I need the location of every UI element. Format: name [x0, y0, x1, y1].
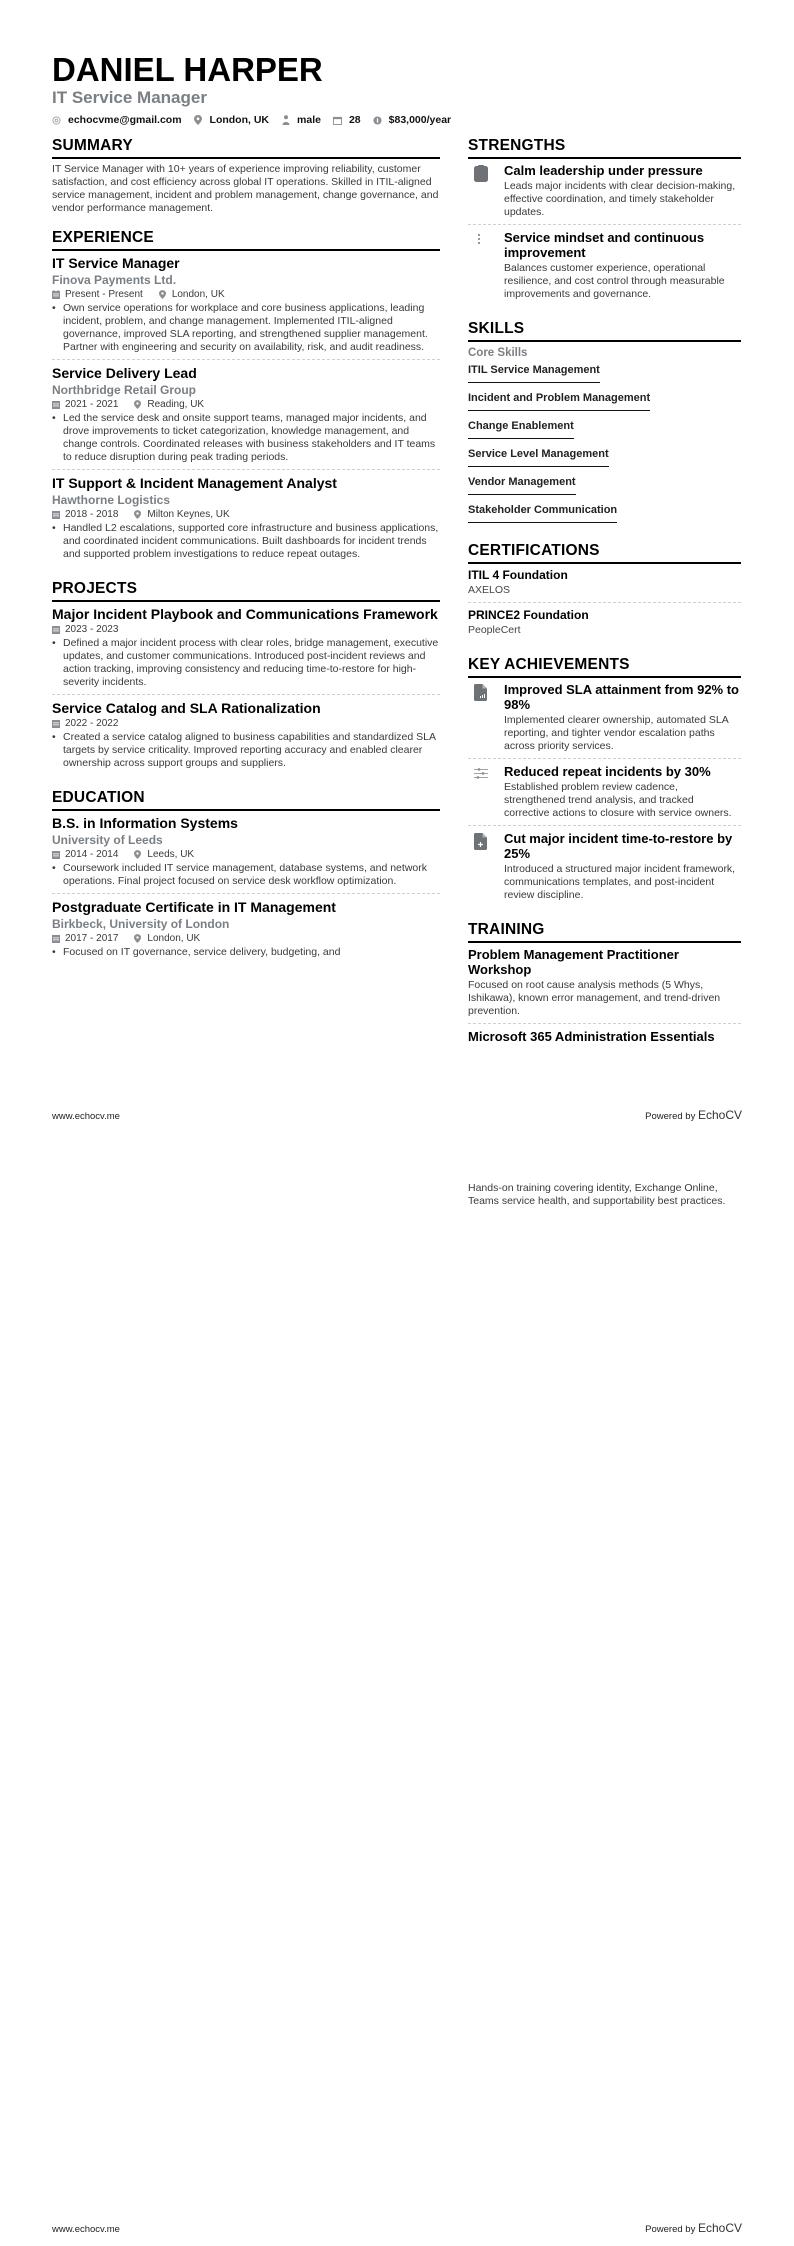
section-title: PROJECTS	[52, 580, 440, 602]
map-pin-icon	[134, 850, 142, 859]
footer-powered-by: Powered by EchoCV	[645, 2221, 742, 2235]
company-name: Northbridge Retail Group	[52, 383, 196, 397]
strength-title: Calm leadership under pressure	[504, 163, 703, 178]
project-meta	[52, 717, 440, 730]
strength-item	[468, 230, 741, 306]
degree-title: B.S. in Information Systems	[52, 815, 238, 831]
education-section	[52, 789, 440, 964]
company-name: Hawthorne Logistics	[52, 493, 171, 507]
training-title: Microsoft 365 Administration Essentials	[468, 1029, 715, 1044]
candidate-name: DANIEL HARPER	[52, 51, 323, 88]
calendar-icon	[52, 510, 60, 519]
experience-section	[52, 229, 440, 566]
skill-item: Stakeholder Communication	[468, 503, 617, 523]
contact-location	[194, 114, 269, 126]
achievement-item	[468, 682, 741, 759]
person-icon	[281, 116, 290, 125]
education-meta	[52, 848, 440, 861]
contact-email[interactable]	[52, 114, 182, 126]
skills-category: Core Skills	[468, 347, 528, 359]
experience-item	[52, 475, 440, 566]
footer-brand[interactable]: EchoCV	[697, 1108, 742, 1122]
training-item	[468, 947, 741, 1024]
certification-org: PeopleCert	[468, 624, 521, 636]
bullet-item: • Own service operations for workplace and core business applications, leading incident, problem, and change management. Implemented ITIL-aligned governance, improved SLA reporting, and strengthened supplier management. Partner with engineering and security on availability, risk, and audit readiness.	[52, 302, 440, 354]
project-item	[52, 606, 440, 695]
certification-name: PRINCE2 Foundation	[468, 608, 589, 622]
certifications-section	[468, 542, 741, 642]
company-name: Finova Payments Ltd.	[52, 273, 177, 287]
certification-name: ITIL 4 Foundation	[468, 568, 568, 582]
footer-website-link[interactable]: www.echocv.me	[52, 1111, 120, 1122]
project-meta	[52, 623, 440, 636]
school-name: University of Leeds	[52, 833, 163, 847]
training-overflow	[468, 1180, 741, 1208]
job-title: Service Delivery Lead	[52, 365, 197, 381]
achievements-section	[468, 656, 741, 907]
strengths-section	[468, 137, 741, 306]
achievement-title: Cut major incident time-to-restore by 25%	[504, 831, 733, 861]
experience-item	[52, 255, 440, 360]
education-location-text: Leeds, UK	[147, 849, 195, 860]
map-pin-icon	[134, 510, 142, 519]
achievement-desc: Established problem review cadence, strengthened trend analysis, and tracked corrective actions to closure with service owners.	[504, 781, 732, 819]
map-pin-icon	[194, 116, 203, 125]
calendar-icon	[52, 625, 60, 634]
map-pin-icon	[134, 400, 142, 409]
certification-org: AXELOS	[468, 584, 511, 596]
contact-age	[333, 114, 361, 126]
project-item	[52, 700, 440, 775]
education-location-text: London, UK	[147, 933, 201, 944]
education-item	[52, 815, 440, 894]
bullet-item: • Focused on IT governance, service delivery, budgeting, and	[52, 946, 440, 959]
certification-item	[468, 568, 741, 603]
job-meta	[52, 398, 440, 411]
training-item	[468, 1029, 741, 1049]
file-plus-icon	[468, 831, 504, 902]
right-column	[468, 137, 741, 1063]
education-location	[134, 848, 194, 861]
footer-website-link[interactable]: www.echocv.me	[52, 2224, 120, 2235]
salary-text: $83,000/year	[388, 114, 452, 126]
at-icon	[52, 116, 61, 125]
project-title: Major Incident Playbook and Communications Framework	[52, 606, 438, 622]
sliders-icon	[468, 764, 504, 820]
contact-salary	[373, 114, 451, 126]
school-name: Birkbeck, University of London	[52, 917, 230, 931]
achievement-title: Reduced repeat incidents by 30%	[504, 764, 711, 779]
training-desc: Hands-on training covering identity, Exchange Online, Teams service health, and supportability best practices.	[468, 1182, 726, 1207]
bullet-item: • Coursework included IT service management, database systems, and network operations. Final project focused on service desk workflow optimization.	[52, 862, 440, 888]
skill-item: Vendor Management	[468, 475, 576, 495]
project-dates: 2022 - 2022	[65, 718, 119, 729]
page-footer	[52, 1108, 742, 1122]
project-bullets	[52, 637, 440, 689]
calendar-icon	[52, 719, 60, 728]
summary-section	[52, 137, 440, 215]
training-title: Problem Management Practitioner Workshop	[468, 947, 679, 977]
email-text: echocvme@gmail.com	[68, 114, 182, 126]
achievement-desc: Implemented clearer ownership, automated SLA reporting, and tighter vendor escalation paths across priority services.	[504, 714, 729, 752]
section-title: SKILLS	[468, 320, 741, 342]
clipboard-icon	[468, 163, 504, 219]
job-location-text: Milton Keynes, UK	[147, 509, 230, 520]
section-title: TRAINING	[468, 921, 741, 943]
training-desc: Focused on root cause analysis methods (5 Whys, Ishikawa), known error management, and trend-driven prevention.	[468, 979, 721, 1017]
skill-item: Change Enablement	[468, 419, 574, 439]
job-dates: 2021 - 2021	[65, 399, 119, 410]
strength-desc: Leads major incidents with clear decision-making, effective coordination, and timely stakeholder updates.	[504, 180, 736, 218]
section-title: STRENGTHS	[468, 137, 741, 159]
project-dates: 2023 - 2023	[65, 624, 119, 635]
job-bullets	[52, 522, 440, 561]
contact-bar	[52, 114, 752, 126]
job-dates: Present - Present	[65, 289, 143, 300]
vertical-dots-icon	[468, 230, 504, 301]
job-meta	[52, 508, 440, 521]
education-dates: 2014 - 2014	[65, 849, 119, 860]
footer-brand[interactable]: EchoCV	[697, 2221, 742, 2235]
experience-item	[52, 365, 440, 470]
education-meta	[52, 932, 440, 945]
project-title: Service Catalog and SLA Rationalization	[52, 700, 321, 716]
section-title: CERTIFICATIONS	[468, 542, 741, 564]
certification-item	[468, 608, 741, 642]
education-bullets	[52, 946, 440, 959]
section-title: EDUCATION	[52, 789, 440, 811]
footer-powered-by: Powered by EchoCV	[645, 1108, 742, 1122]
bullet-item: • Created a service catalog aligned to business capabilities and standardized SLA targets by service criticality. Improved reporting accuracy and enabled clearer ownership across support groups and suppliers.	[52, 731, 440, 770]
location-text: London, UK	[209, 114, 270, 126]
candidate-role: IT Service Manager	[52, 88, 207, 107]
strength-item	[468, 163, 741, 225]
job-location-text: Reading, UK	[147, 399, 205, 410]
section-title: EXPERIENCE	[52, 229, 440, 251]
job-title: IT Support & Incident Management Analyst	[52, 475, 337, 491]
left-column	[52, 137, 440, 978]
calendar-icon	[52, 850, 60, 859]
money-icon	[373, 116, 382, 125]
achievement-title: Improved SLA attainment from 92% to 98%	[504, 682, 739, 712]
training-section	[468, 921, 741, 1049]
strength-title: Service mindset and continuous improvement	[504, 230, 705, 260]
gender-text: male	[297, 114, 321, 126]
summary-text: IT Service Manager with 10+ years of experience improving reliability, customer satisfaction, and cost efficiency across global IT operations. Skilled in ITIL-aligned service management, incident and problem management, change governance, and vendor performance management.	[52, 163, 439, 214]
file-chart-icon	[468, 682, 504, 753]
projects-section	[52, 580, 440, 775]
skills-section	[468, 320, 741, 528]
section-title: KEY ACHIEVEMENTS	[468, 656, 741, 678]
section-title: SUMMARY	[52, 137, 440, 159]
job-dates: 2018 - 2018	[65, 509, 119, 520]
strength-desc: Balances customer experience, operational resilience, and cost control through measurable improvements and governance.	[504, 262, 725, 300]
job-location	[159, 288, 225, 301]
calendar-icon	[52, 934, 60, 943]
resume-header	[52, 52, 752, 126]
page-footer	[52, 2221, 742, 2235]
job-location	[134, 398, 204, 411]
bullet-item: • Led the service desk and onsite support teams, managed major incidents, and drove improvements to ticket categorization, knowledge management, and change controls. Coordinated releases with business stakeholders and IT teams to reduce disruption during peak trading periods.	[52, 412, 440, 464]
education-dates: 2017 - 2017	[65, 933, 119, 944]
calendar-icon	[333, 116, 342, 125]
map-pin-icon	[159, 290, 167, 299]
achievement-desc: Introduced a structured major incident framework, communications templates, and post-incident review discipline.	[504, 863, 736, 901]
job-bullets	[52, 302, 440, 354]
education-bullets	[52, 862, 440, 888]
bullet-item: • Defined a major incident process with clear roles, bridge management, executive updates, and customer communications. Introduced post-incident reviews and action tracking, improving consistency and reducing time-to-restore for high-severity incidents.	[52, 637, 440, 689]
degree-title: Postgraduate Certificate in IT Management	[52, 899, 336, 915]
map-pin-icon	[134, 934, 142, 943]
job-title: IT Service Manager	[52, 255, 180, 271]
education-location	[134, 932, 200, 945]
job-bullets	[52, 412, 440, 464]
skill-item: Incident and Problem Management	[468, 391, 650, 411]
skill-item: Service Level Management	[468, 447, 609, 467]
job-location	[134, 508, 229, 521]
contact-gender	[281, 114, 321, 126]
project-bullets	[52, 731, 440, 770]
skill-item: ITIL Service Management	[468, 363, 600, 383]
calendar-icon	[52, 400, 60, 409]
education-item	[52, 899, 440, 964]
achievement-item	[468, 831, 741, 907]
achievement-item	[468, 764, 741, 826]
calendar-icon	[52, 290, 60, 299]
age-text: 28	[348, 114, 361, 126]
job-meta	[52, 288, 440, 301]
bullet-item: • Handled L2 escalations, supported core infrastructure and business applications, and coordinated incident communications. Built dashboards for incident trends and supported problem investigations to reduce repeat outages.	[52, 522, 440, 561]
job-location-text: London, UK	[171, 289, 225, 300]
